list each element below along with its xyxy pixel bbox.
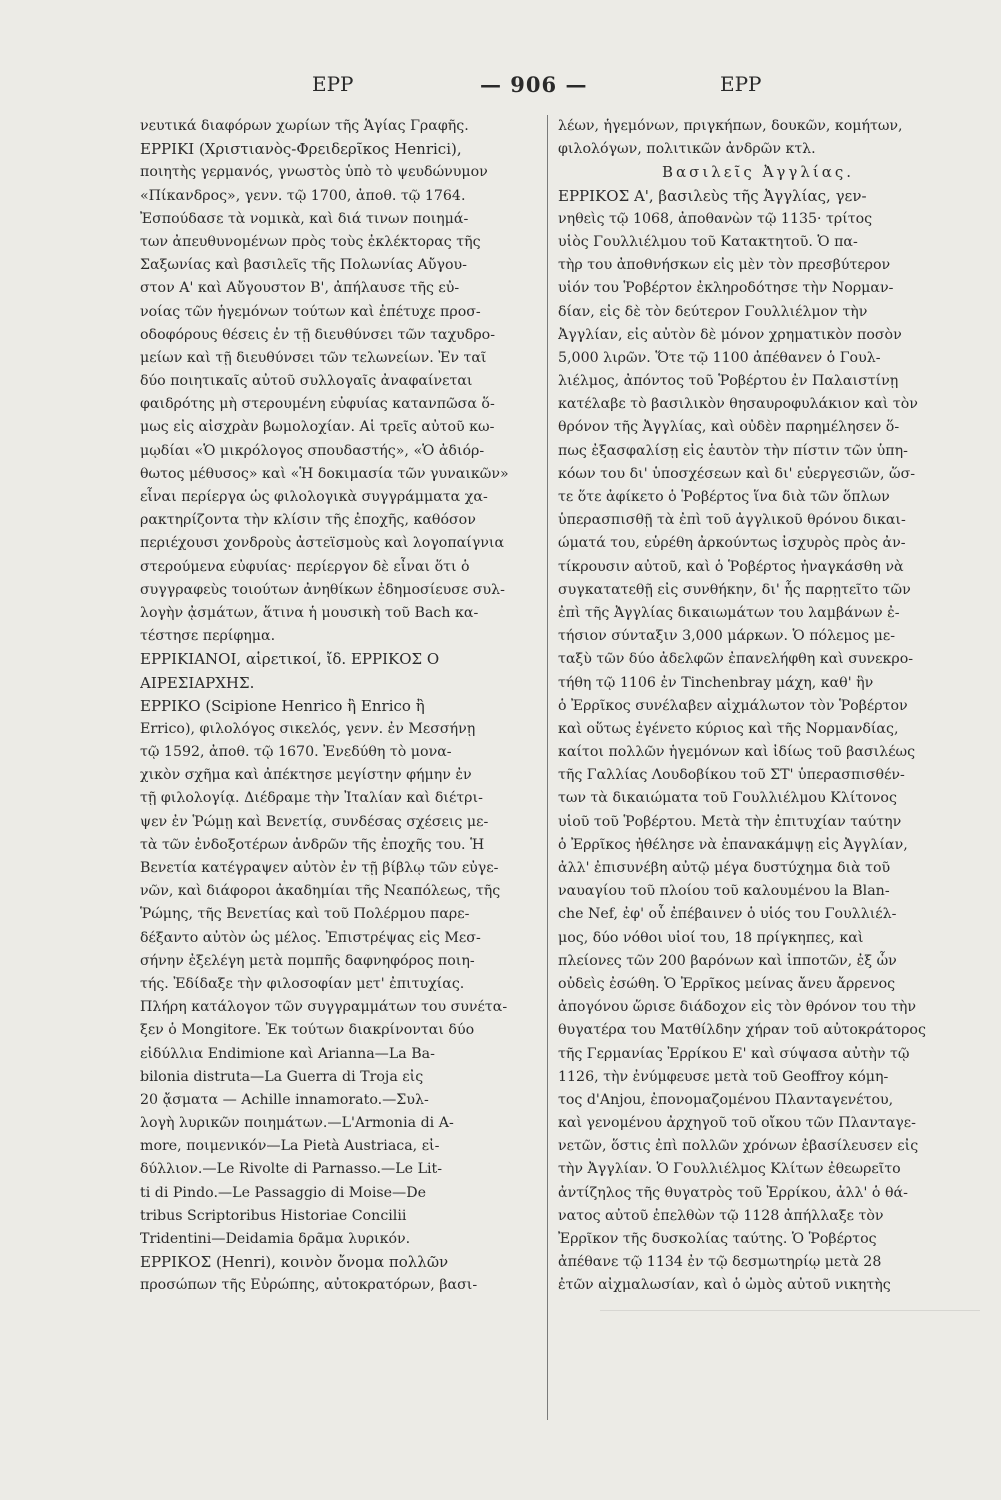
text-line: ψεν ἐν Ῥώμῃ καὶ Βενετίᾳ, συνδέσας σχέσεις με- [140, 813, 489, 830]
text-line: «Πίκανδρος», γενν. τῷ 1700, ἀποθ. τῷ 1764. [140, 187, 466, 204]
left-column [140, 115, 540, 1298]
text-line: μος, δύο νόθοι υἱοί του, 18 πρίγκηπες, καὶ [558, 929, 864, 946]
text-line: ταξὺ τῶν δύο ἀδελφῶν ἐπανελήφθη καὶ συνεκρο- [558, 651, 914, 668]
text-line: τὴν Ἀγγλίαν. Ὁ Γουλλιέλμος Κλίτων ἐθεωρεῖτο [558, 1161, 901, 1178]
text-line: καὶ οὕτως ἐγένετο κύριος καὶ τῆς Νορμανδίας, [558, 720, 899, 737]
text-line: δέξαντο αὐτὸν ὡς μέλος. Ἐπιστρέψας εἰς Μεσ- [140, 929, 481, 946]
text-line: εἶναι περίεργα ὡς φιλολογικὰ συγγράμματα χα- [140, 489, 488, 505]
text-line: τῆς Γερμανίας Ἐρρίκου Ε' καὶ σύψασα αὐτὴν τῷ [558, 1045, 910, 1062]
text-line: σήνην ἐξελέγη μετὰ πομπῆς δαφνηφόρος ποιη- [140, 952, 475, 969]
text-line: Ἀγγλίαν, εἰς αὐτὸν δὲ μόνον χρηματικὸν ποσὸν [558, 326, 902, 343]
text-line: δύο ποιητικαῖς αὐτοῦ συλλογαῖς ἀναφαίνεται [140, 373, 473, 390]
text-line: ρακτηρίζοντα τὴν κλίσιν τῆς ἐποχῆς, καθόσον [140, 512, 476, 529]
right-column [558, 115, 958, 1298]
text-line: καίτοι πολλῶν ἡγεμόνων καὶ ἰδίως τοῦ βασιλέως [558, 744, 916, 761]
text-line: τήθη τῷ 1106 ἐν Tinchenbray μάχη, καθ' ἣν [558, 674, 874, 691]
text-line: μείων καὶ τῇ διευθύνσει τῶν τελωνείων. Ἐν ταῖ [140, 349, 487, 366]
text-line: Ἐρρῖκον τῆς δυσκολίας ταύτης. Ὁ Ῥοβέρτος [558, 1231, 877, 1247]
text-line: των ἀπευθυνομένων πρὸς τοὺς ἐκλέκτορας τῆς [140, 233, 481, 250]
text-line: χικὸν σχῆμα καὶ ἀπέκτησε μεγίστην φήμην ἐν [140, 767, 472, 784]
text-line: πως ἐξασφαλίσῃ εἰς ἑαυτὸν τὴν πίστιν τῶν ὑπη- [558, 442, 908, 459]
text-line: οδοφόρους θέσεις ἐν τῇ διευθύνσει τῶν ταχυδρο- [140, 326, 496, 343]
text-line: δίαν, εἰς δὲ τὸν δεύτερον Γουλλιέλμον τὴν [558, 303, 868, 320]
text-line: τὴρ του ἀποθνήσκων εἰς μὲν τὸν πρεσβύτερον [558, 257, 891, 274]
text-line: 5,000 λιρῶν. Ὅτε τῷ 1100 ἀπέθανεν ὁ Γουλ- [558, 349, 881, 366]
text-line: λογὴ λυρικῶν ποιημάτων.—L'Armonia di A- [140, 1115, 454, 1132]
text-line: περιέχουσι χονδροὺς ἀστεϊσμοὺς καὶ λογοπαίγνια [140, 535, 505, 552]
text-line: ἀπέθανε τῷ 1134 ἐν τῷ δεσμωτηρίῳ μετὰ 28 [558, 1254, 882, 1271]
text-line: λογὴν ᾀσμάτων, ἅτινα ἡ μουσικὴ τοῦ Bach κα- [140, 604, 479, 621]
text-line: φιλολόγων, πολιτικῶν ἀνδρῶν κτλ. [558, 141, 816, 158]
entry-heading-line: ΕΡΡΙΚΟΣ Α', βασιλεὺς τῆς Ἀγγλίας, γεν- [558, 186, 867, 205]
text-line: Πλήρη κατάλογον τῶν συγγραμμάτων του συνέτα- [140, 999, 508, 1016]
text-line: φαιδρότης μὴ στερουμένη εὐφυίας κατανπῶσα ὅ- [140, 396, 495, 413]
text-line: λέων, ἡγεμόνων, πριγκήπων, δουκῶν, κομήτων, [558, 118, 903, 134]
text-line: tribus Scriptoribus Historiae Concilii [140, 1207, 407, 1224]
text-line: πλείονες τῶν 200 βαρόνων καὶ ἱπποτῶν, ἐξ ὧν [558, 952, 897, 969]
page-number: — 906 — [480, 72, 588, 97]
text-line: more, ποιμενικόν—La Pietà Austriaca, εἰ- [140, 1138, 440, 1155]
text-line: λιέλμος, ἀπόντος τοῦ Ῥοβέρτου ἐν Παλαιστίνῃ [558, 373, 899, 390]
text-line: υἱοῦ τοῦ Ῥοβέρτου. Μετὰ τὴν ἐπιτυχίαν ταύτην [558, 813, 902, 830]
text-line: ὁ Ἐρρῖκος συνέλαβεν αἰχμάλωτον τὸν Ῥοβέρτον [558, 697, 908, 714]
text-line: προσώπων τῆς Εὐρώπης, αὐτοκρατόρων, βασι- [140, 1277, 478, 1294]
page-header [0, 72, 1001, 106]
entry-heading-line: ΑΙΡΕΣΙΑΡΧΗΣ. [140, 673, 255, 692]
text-line: δύλλιον.—Le Rivolte di Parnasso.—Le Lit- [140, 1161, 443, 1178]
text-line: νατος αὐτοῦ ἐπελθὼν τῷ 1128 ἀπήλλαξε τὸν [558, 1207, 884, 1224]
text-line: νετῶν, ὅστις ἐπὶ πολλῶν χρόνων ἐβασίλευσεν εἰς [558, 1138, 919, 1155]
text-line: οὐδεὶς ἐσώθη. Ὁ Ἐρρῖκος μείνας ἄνευ ἄρρενος [558, 975, 896, 992]
text-line: υἱὸς Γουλλιέλμου τοῦ Κατακτητοῦ. Ὁ πα- [558, 233, 858, 250]
entry-heading-line: ΕΡΡΙΚΟ (Scipione Henrico ἢ Enrico ἢ [140, 696, 425, 715]
text-line: νοίας τῶν ἡγεμόνων τούτων καὶ ἐπέτυχε προσ- [140, 303, 481, 320]
text-line: νηθεὶς τῷ 1068, ἀποθανὼν τῷ 1135· τρίτος [558, 210, 873, 227]
text-line: τήσιον σύνταξιν 3,000 μάρκων. Ὁ πόλεμος με- [558, 628, 895, 645]
text-line: κόων του δι' ὑποσχέσεων καὶ δι' εὐεργεσιῶν, ὥσ- [558, 465, 916, 482]
text-line: των τὰ δικαιώματα τοῦ Γουλλιέλμου Κλίτονος [558, 790, 897, 807]
text-line: 1126, τὴν ἐνύμφευσε μετὰ τοῦ Geoffroy κόμη- [558, 1068, 889, 1085]
column-divider [547, 115, 548, 1420]
text-line: συγγραφεὺς τοιούτων ἀνηθίκων ἐδημοσίευσε συλ- [140, 581, 505, 598]
text-line: τος d'Anjou, ἐπονομαζομένου Πλανταγενέτου, [558, 1091, 894, 1108]
text-line: che Nef, ἐφ' οὗ ἐπέβαινεν ὁ υἱός του Γουλλιέλ- [558, 906, 897, 923]
text-line: ἐτῶν αἰχμαλωσίαν, καὶ ὁ ὠμὸς αὐτοῦ νικητὴς [558, 1277, 891, 1294]
running-head-left: ΕΡΡ [312, 72, 354, 96]
section-subheading: Βασιλεῖς Ἀγγλίας. [661, 163, 855, 182]
text-line: ὁ Ἐρρῖκος ἠθέλησε νὰ ἐπανακάμψῃ εἰς Ἀγγλίαν, [558, 836, 908, 853]
text-line: νευτικά διαφόρων χωρίων τῆς Ἁγίας Γραφῆς. [140, 118, 469, 134]
text-line: τῇ φιλολογίᾳ. Διέδραμε τὴν Ἰταλίαν καὶ διέτρι- [140, 790, 483, 807]
text-line: Ῥώμης, τῆς Βενετίας καὶ τοῦ Πολέρμου παρε- [140, 906, 470, 923]
entry-heading-line: ΕΡΡΙΚΟΣ (Henri), κοινὸν ὄνομα πολλῶν [140, 1253, 449, 1272]
text-line: στον Α' καὶ Αὔγουστον Β', ἀπήλαυσε τῆς εὐ- [140, 280, 460, 297]
text-line: bilonia distruta—La Guerra di Troja εἰς [140, 1068, 424, 1085]
text-line: τῆς Γαλλίας Λουδοβίκου τοῦ ΣΤ' ὑπερασπισθέν- [558, 767, 905, 784]
text-line: εἰδύλλια Endimione καὶ Arianna—La Ba- [140, 1045, 435, 1062]
text-line: ξεν ὁ Mongitore. Ἐκ τούτων διακρίνονται δύο [140, 1022, 475, 1039]
text-line: ἀπογόνου ὥρισε διάδοχον εἰς τὸν θρόνον του τὴν [558, 999, 916, 1016]
faint-watermark [600, 1310, 980, 1371]
text-line: μως εἰς αἰσχρὰν βωμολοχίαν. Αἱ τρεῖς αὐτοῦ κω- [140, 419, 495, 436]
entry-heading-line: ΕΡΡΙΚΙ (Χριστιανὸς-Φρειδερῖκος Henrici), [140, 140, 462, 159]
text-line: τίκρουσιν αὐτοῦ, καὶ ὁ Ῥοβέρτος ἠναγκάσθη νὰ [558, 558, 904, 575]
text-line: ἐπὶ τῆς Ἀγγλίας δικαιωμάτων του λαμβάνων ἐ- [558, 604, 900, 621]
text-line: ποιητὴς γερμανός, γνωστὸς ὑπὸ τὸ ψευδώνυμον [140, 164, 488, 181]
text-line: θρόνον τῆς Ἀγγλίας, καὶ οὐδὲν παρημέλησεν ὅ- [558, 419, 900, 436]
text-line: ώματά του, εὑρέθη ἀρκούντως ἰσχυρὸς πρὸς ἀν- [558, 535, 906, 552]
text-line: τής. Ἐδίδαξε τὴν φιλοσοφίαν μετ' ἐπιτυχίας. [140, 975, 465, 992]
text-line: υἱόν του Ῥοβέρτον ἐκληροδότησε τὴν Νορμαν- [558, 280, 894, 297]
text-line: Ἐσπούδασε τὰ νομικὰ, καὶ διά τινων ποιημά- [140, 210, 469, 227]
text-line: Tridentini—Deidamia δρᾶμα λυρικόν. [140, 1231, 411, 1247]
text-line: τέστησε περίφημα. [140, 628, 276, 645]
text-line: Σαξωνίας καὶ βασιλεῖς τῆς Πολωνίας Αὔγου- [140, 257, 467, 274]
text-line: 20 ᾄσματα — Achille innamorato.—Συλ- [140, 1091, 429, 1108]
text-line: ἀλλ' ἐπισυνέβη αὐτῷ μέγα δυστύχημα διὰ τοῦ [558, 860, 891, 876]
running-head-right: ΕΡΡ [720, 72, 762, 96]
text-line: Βενετία κατέγραψεν αὐτὸν ἐν τῇ βίβλῳ τῶν εὐγε- [140, 860, 499, 876]
text-line: κατέλαβε τὸ βασιλικὸν θησαυροφυλάκιον καὶ τὸν [558, 396, 918, 413]
text-line: Errico), φιλολόγος σικελός, γενν. ἐν Μεσσήνῃ [140, 720, 476, 737]
entry-heading-line: ΕΡΡΙΚΙΑΝΟΙ, αἱρετικοί, ἴδ. ΕΡΡΙΚΟΣ Ο [140, 650, 440, 669]
text-line: θωτος μέθυσος» καὶ «Ἡ δοκιμασία τῶν γυναικῶν» [140, 465, 509, 482]
text-line: στερούμενα εὐφυίας· περίεργον δὲ εἶναι ὅτι ὁ [140, 558, 470, 575]
text-line: νῶν, καὶ διάφοροι ἀκαδημίαι τῆς Νεαπόλεως, τῆς [140, 883, 501, 900]
text-line: τῷ 1592, ἀποθ. τῷ 1670. Ἐνεδύθη τὸ μονα- [140, 744, 452, 761]
text-line: θυγατέρα του Ματθίλδην χήραν τοῦ αὐτοκράτορος [558, 1022, 926, 1039]
text-line: ἀντίζηλος τῆς θυγατρὸς τοῦ Ἐρρίκου, ἀλλ' ὁ θά- [558, 1184, 908, 1201]
text-line: συγκατατεθῇ εἰς συνθήκην, δι' ἧς παρῃτεῖτο τῶν [558, 581, 911, 598]
text-line: ὑπερασπισθῇ τὰ ἐπὶ τοῦ ἀγγλικοῦ θρόνου δικαι- [558, 512, 906, 529]
text-line: τε ὅτε ἀφίκετο ὁ Ῥοβέρτος ἵνα διὰ τῶν ὅπλων [558, 489, 890, 505]
text-line: ναυαγίου τοῦ πλοίου τοῦ καλουμένου la Blan- [558, 883, 890, 900]
text-line: τὰ τῶν ἐνδοξοτέρων ἀνδρῶν τῆς ἐποχῆς του. Ἡ [140, 836, 485, 853]
text-line: καὶ γενομένου ἀρχηγοῦ τοῦ οἴκου τῶν Πλανταγε- [558, 1115, 916, 1132]
text-line: ti di Pindo.—Le Passaggio di Moise—De [140, 1184, 427, 1201]
text-line: μῳδίαι «Ὁ μικρόλογος σπουδαστής», «Ὁ ἀδιόρ- [140, 442, 485, 459]
